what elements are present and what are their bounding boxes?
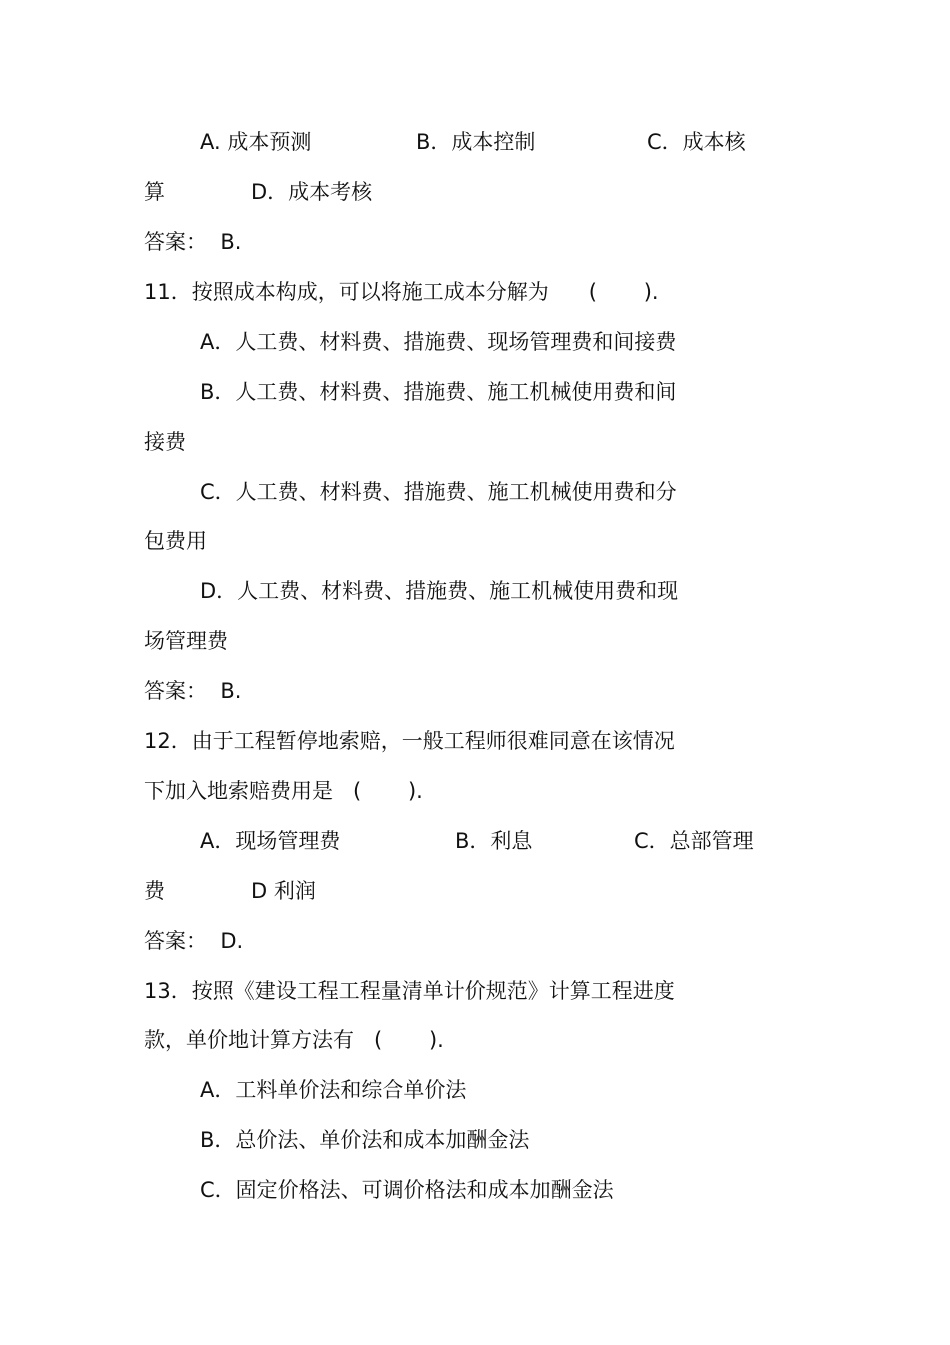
q10-option-b: B．成本控制: [416, 130, 536, 154]
q10-answer: 答案： B.: [144, 230, 242, 254]
q12-answer: 答案： D.: [144, 929, 244, 953]
q10-option-a: A. 成本预测: [200, 130, 312, 154]
q13-stem-line-2: 款，单价地计算方法有 ( ).: [144, 1028, 444, 1052]
q13-option-c: C．固定价格法、可调价格法和成本加酬金法: [200, 1178, 614, 1202]
q11-answer: 答案： B.: [144, 679, 242, 703]
q12-stem-line-1: 12．由于工程暂停地索赔，一般工程师很难同意在该情况: [144, 729, 675, 753]
q11-option-d: D．人工费、材料费、措施费、施工机械使用费和现: [200, 579, 679, 603]
q11-option-b: B．人工费、材料费、措施费、施工机械使用费和间: [200, 380, 677, 404]
q12-option-b: B．利息: [455, 829, 533, 853]
q12-option-a: A．现场管理费: [200, 829, 341, 853]
q10-option-d: D．成本考核: [251, 180, 373, 204]
q13-option-b: B．总价法、单价法和成本加酬金法: [200, 1128, 530, 1152]
q11-option-c: C．人工费、材料费、措施费、施工机械使用费和分: [200, 480, 677, 504]
q12-stem-line-2: 下加入地索赔费用是 ( ).: [144, 779, 423, 803]
q12-option-c: C．总部管理: [634, 829, 754, 853]
q13-option-a: A．工料单价法和综合单价法: [200, 1078, 467, 1102]
q11-option-c-wrap: 包费用: [144, 529, 207, 553]
q11-stem: 11．按照成本构成，可以将施工成本分解为 ( ).: [144, 280, 659, 304]
q12-option-c-wrap: 费: [144, 879, 165, 903]
q11-option-b-wrap: 接费: [144, 430, 186, 454]
q13-stem-line-1: 13．按照《建设工程工程量清单计价规范》计算工程进度: [144, 979, 675, 1003]
q11-option-a: A．人工费、材料费、措施费、现场管理费和间接费: [200, 330, 677, 354]
q11-option-d-wrap: 场管理费: [144, 629, 228, 653]
q10-option-c-wrap: 算: [144, 180, 165, 204]
q10-option-c: C．成本核: [647, 130, 746, 154]
q12-option-d: D 利润: [251, 879, 316, 903]
